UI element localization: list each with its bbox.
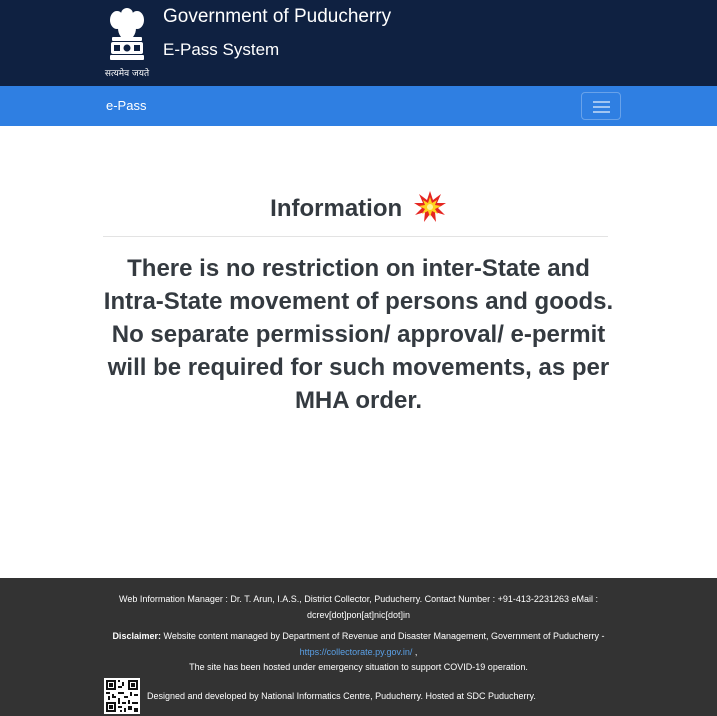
explosion-burst-icon xyxy=(413,190,447,224)
information-message: There is no restriction on inter-State and Intra-State movement of persons and goods. No separate permission/ approval/ e-permit will be required for such movements, as per MHA order. xyxy=(103,255,614,414)
navbar xyxy=(0,86,717,126)
web-information-manager-text: Web Information Manager : Dr. T. Arun, I.A.S., District Collector, Puducherry. Contact Number : +91-413-2231263 eMail : dcrev[dot]pon[at]nic[dot]in xyxy=(119,594,598,620)
navbar-brand-link[interactable]: e-Pass xyxy=(106,98,147,113)
navbar-toggle-button[interactable] xyxy=(581,92,621,120)
collectorate-link[interactable]: https://collectorate.py.gov.in/ xyxy=(299,647,413,657)
qr-code-icon xyxy=(104,678,140,714)
site-footer xyxy=(0,578,717,716)
disclaimer-text xyxy=(105,628,612,660)
disclaimer-tail: , xyxy=(412,647,418,657)
site-header xyxy=(0,0,717,86)
heading-divider xyxy=(103,236,608,237)
disclaimer-body: Website content managed by Department of Revenue and Disaster Management, Government of Puducherry - xyxy=(163,631,605,641)
emblem-caption: सत्यमेव जयते xyxy=(104,69,150,79)
credits-text: Designed and developed by National Informatics Centre, Puducherry. Hosted at SDC Puducherry. xyxy=(147,691,536,701)
site-subtitle: E-Pass System xyxy=(163,40,280,59)
information-heading xyxy=(0,190,717,224)
disclaimer-label: Disclaimer: xyxy=(112,631,161,641)
hosting-note: The site has been hosted under emergency situation to support COVID-19 operation. xyxy=(189,662,528,672)
main-content xyxy=(0,126,717,578)
information-heading-text: Information xyxy=(270,195,403,222)
national-emblem-logo xyxy=(100,4,154,82)
site-title: Government of Puducherry xyxy=(163,6,392,27)
